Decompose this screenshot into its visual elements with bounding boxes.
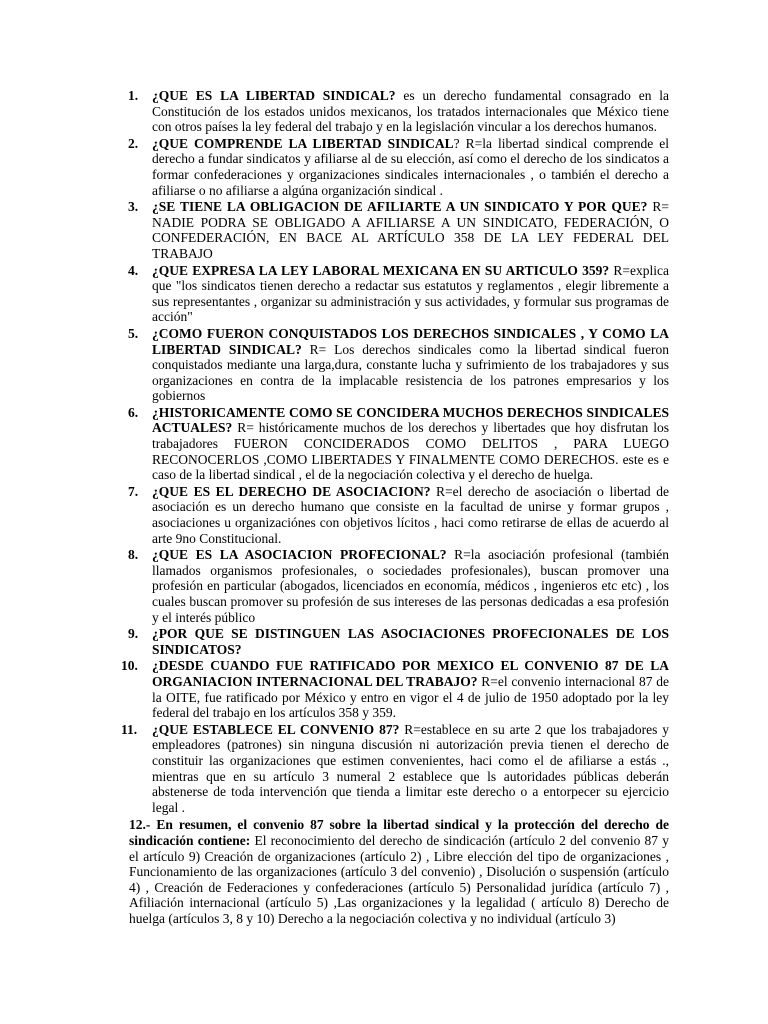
question-text: ¿DESDE CUANDO FUE RATIFICADO POR MEXICO EL CONVENIO 87 DE LA ORGANIACION INTERNACIONAL DEL TRABAJO? (152, 658, 669, 689)
question-item-1 (129, 88, 669, 135)
item-number: 6. (128, 404, 139, 420)
question-item-8 (129, 547, 669, 625)
question-list (121, 88, 670, 815)
question-item-3 (129, 199, 669, 261)
question-text: ¿QUE ES EL DERECHO DE ASOCIACION? (152, 483, 431, 499)
answer-text: R= históricamente muchos de los derechos y libertades que hoy disfrutan los trabajadores FUERON CONCIDERADOS COMO DELITOS , PARA LUEGO RECONOCERLOS ,COMO LIBERTADES Y FINALMENTE COMO DERECHOS. este es e caso de la libertad sindical , el de la negociación colectiva y el derecho de huelga. (152, 420, 669, 483)
item-number: 1. (128, 88, 139, 103)
question-item-9 (129, 626, 669, 657)
answer-text: R=la asociación profesional (también llamados organismos profesionales, o sociedades profesionales), buscan promover una profesión en particular (abogados, licenciados en economía, médicos , ingenieros etc etc) , los cuales buscan promover su profesión de sus intereses de las personas dedicadas a esa profesión y el interés público (152, 547, 669, 625)
question-text: ¿HISTORICAMENTE COMO SE CONCIDERA MUCHOS DERECHOS SINDICALES ACTUALES? (152, 404, 669, 436)
item-number: 3. (128, 199, 139, 215)
item-number: 11. (121, 721, 138, 737)
item-number: 7. (128, 483, 139, 499)
answer-text: R=explica que "los sindicatos tienen derecho a redactar sus estatutos y reglamentos , elegir libremente a sus representantes , organizar su administración y sus actividades, y formular sus programas de acción" (152, 262, 669, 325)
item-number: 9. (128, 626, 139, 642)
question-text: ¿SE TIENE LA OBLIGACION DE AFILIARTE A UN SINDICATO Y POR QUE? (152, 199, 648, 215)
question-item-7 (129, 484, 669, 546)
question-text: ¿QUE EXPRESA LA LEY LABORAL MEXICANA EN SU ARTICULO 359? (152, 262, 610, 278)
question-item-10 (121, 658, 669, 721)
item-number: 8. (128, 547, 139, 563)
question-text: ¿QUE ESTABLECE EL CONVENIO 87? (152, 721, 400, 737)
item-number: 2. (128, 135, 139, 151)
question-text: ¿POR QUE SE DISTINGUEN LAS ASOCIACIONES PROFECIONALES DE LOS SINDICATOS? (152, 626, 669, 657)
summary-body: El reconocimiento del derecho de sindicación (artículo 2 del convenio 87 y el artículo 9) Creación de organizaciones (artículo 2) , Libre elección del tipo de organizaciones , Funcionamiento de las organizaciones (artículo 3 del convenio) , Disolución o suspensión (artículo 4) , Creación de Federaciones y confederaciones (artículo 5) Personalidad jurídica (artículo 7) , Afiliación internacional (artículo 5) ,Las organizaciones y la legalidad ( artículo 8) Derecho de huelga (artículos 3, 8 y 10) Derecho a la negociación colectiva y no individual (artículo 3) (129, 832, 670, 926)
answer-text: R= NADIE PODRA SE OBLIGADO A AFILIARSE A UN SINDICATO, FEDERACIÓN, O CONFEDERACIÓN, EN BACE AL ARTÍCULO 358 DE LA LEY FEDERAL DEL TRABAJO (152, 199, 669, 261)
item-number: 10. (121, 658, 138, 674)
question-item-4 (129, 263, 669, 325)
answer-text: R=el derecho de asociación o libertad de asociación es un derecho humano que consiste en la facultad de unirse y formar grupos , asociaciones u organizaciónes con objetivos lícitos , haci como retirarse de ellas de acuerdo al arte 9no Constitucional. (152, 483, 670, 546)
answer-text: R= Los derechos sindicales como la libertad sindical fueron conquistados mediante una larga,dura, constante lucha y sufrimiento de los trabajadores y sus organizaciones en contra de la implacable resistencia de los patrones empresarios y los gobiernos (152, 341, 669, 404)
summary-lead: 12.- En resumen, el convenio 87 sobre la libertad sindical y la protección del derecho de sindicación contiene: (129, 817, 669, 848)
item-number: 5. (128, 325, 139, 341)
question-item-6 (129, 405, 669, 483)
answer-text: R=el convenio internacional 87 de la OITE, fue ratificado por México y entro en vigor el 4 de julio de 1950 adoptado por la ley federal del trabajo en los artículos 358 y 359. (152, 673, 669, 721)
question-text: ¿COMO FUERON CONQUISTADOS LOS DERECHOS SINDICALES , Y COMO LA LIBERTAD SINDICAL? (152, 325, 669, 357)
question-item-11 (121, 721, 669, 816)
question-item-5 (129, 326, 669, 404)
answer-text: R=establece en su arte 2 que los trabajadores y empleadores (patrones) sin ninguna discusión ni autorización previa tienen el derecho de constituir las organizaciones que estimen convenientes, haci como el de afiliarse a estás ., mientras que en su artículo 3 numeral 2 establece que ls autoridades públicas deberán abstenerse de toda intervención que tienda a limitar este derecho o a entorpecer su ejercicio legal . (152, 721, 669, 815)
answer-text: ? R=la libertad sindical comprende el derecho a fundar sindicatos y afiliarse al de su elección, así como el derecho de los sindicatos a formar confederaciones y organizaciones sindicales internacionales , o también el derecho a afiliarse o no afiliarse a algúna organización sindical . (152, 135, 669, 198)
question-item-2 (129, 136, 669, 198)
question-text: ¿QUE ES LA LIBERTAD SINDICAL? (152, 88, 396, 103)
answer-text: es un derecho fundamental consagrado en la Constitución de los estados unidos mexicanos, los tratados internacionales que México tiene con otros países la ley federal del trabajo y en la legislación vincular a los derechos humanos. (152, 88, 669, 135)
question-text: ¿QUE ES LA ASOCIACION PROFECIONAL? (152, 547, 447, 563)
question-text: ¿QUE COMPRENDE LA LIBERTAD SINDICAL (152, 135, 454, 151)
item-number: 4. (128, 262, 139, 278)
summary-paragraph (129, 817, 669, 926)
